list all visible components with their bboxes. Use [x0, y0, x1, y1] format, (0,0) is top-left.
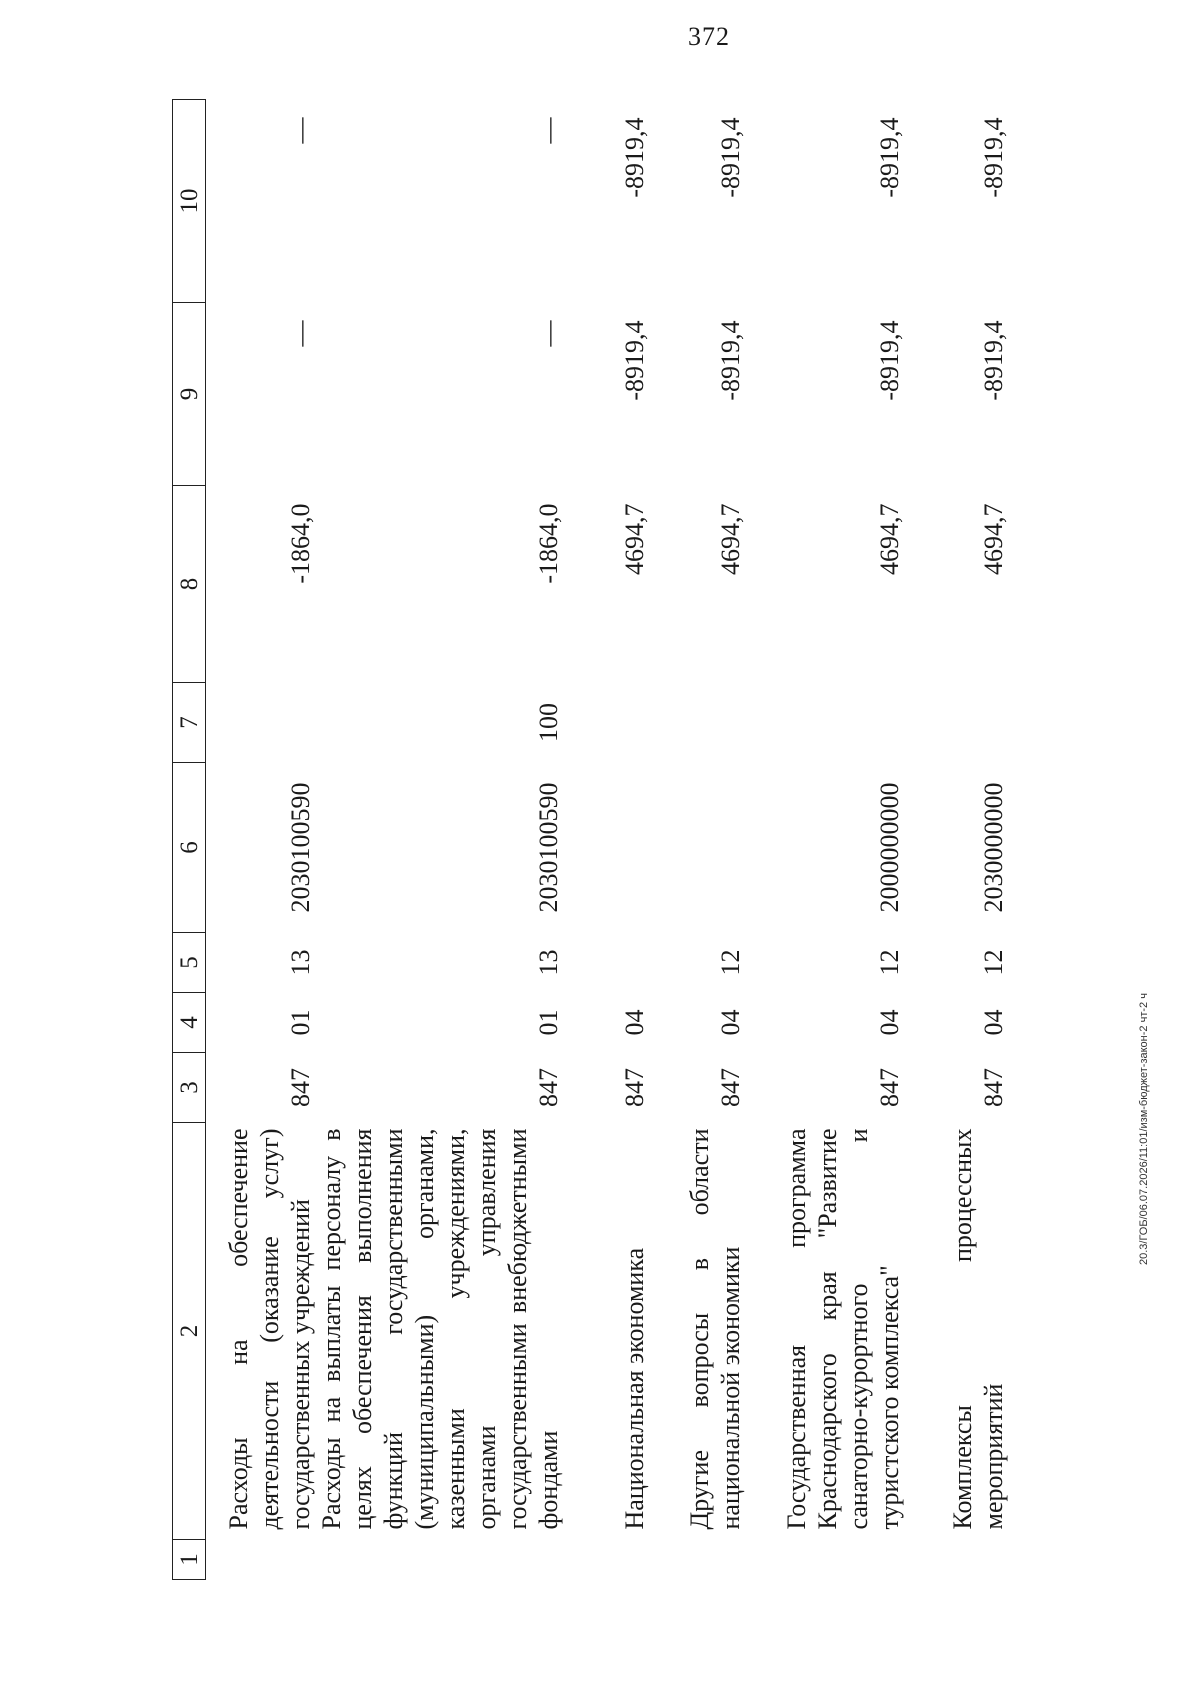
column-header: 3 — [173, 1053, 206, 1123]
cell-amount: -8919,4 — [979, 320, 1008, 401]
budget-table-rotated — [172, 100, 1008, 1580]
cell-amount: -8919,4 — [875, 320, 904, 401]
cell-index — [905, 1540, 1009, 1580]
cell-code: 847 — [534, 1068, 563, 1107]
column-header: 7 — [173, 683, 206, 763]
cell-target-article: 2030100590 — [286, 782, 315, 913]
cell-target-article — [564, 763, 650, 933]
cell-amount: -8919,4 — [875, 117, 904, 198]
table-row — [746, 100, 905, 1580]
column-header: 9 — [173, 303, 206, 486]
column-header: 10 — [173, 100, 206, 303]
cell-description: Другие вопросы в области национальной экономики — [685, 1128, 745, 1530]
cell-amount: 4694,7 — [979, 503, 1008, 575]
cell-target-article — [650, 763, 746, 933]
cell-target-article: 2000000000 — [875, 782, 904, 913]
cell-description: Государственная программа Краснодарского края "Развитие санаторно-курортного и туристского комплекса" — [782, 1128, 904, 1530]
cell-section: 04 — [875, 1009, 904, 1036]
page-number: 372 — [688, 22, 730, 51]
cell-description: Расходы на выплаты персоналу в целях обеспечения выполнения функций государственными (муниципальными) органами, казенными учреждениями, органами управления государственными внебюджетными фондами — [317, 1128, 563, 1530]
cell-description: Комплексы процессных мероприятий — [948, 1128, 1008, 1530]
cell-section: 04 — [979, 1009, 1008, 1036]
table-row — [206, 100, 317, 1580]
column-header: 4 — [173, 993, 206, 1053]
cell-subsection: 12 — [716, 949, 745, 976]
cell-subsection: 12 — [875, 949, 904, 976]
cell-amount: -8919,4 — [979, 117, 1008, 198]
cell-code: 847 — [875, 1068, 904, 1107]
table-row — [564, 100, 650, 1580]
cell-amount: — — [534, 320, 563, 347]
cell-expense-type — [564, 683, 650, 763]
cell-amount: -1864,0 — [534, 503, 563, 584]
cell-index — [564, 1540, 650, 1580]
column-header: 2 — [173, 1123, 206, 1540]
cell-subsection: 13 — [534, 949, 563, 976]
column-header: 1 — [173, 1540, 206, 1580]
cell-amount: 4694,7 — [620, 503, 649, 575]
cell-index — [316, 1540, 564, 1580]
cell-amount: 4694,7 — [716, 503, 745, 575]
cell-index — [746, 1540, 905, 1580]
cell-code: 847 — [286, 1068, 315, 1107]
table-row — [316, 100, 564, 1580]
cell-amount: — — [286, 320, 315, 347]
cell-expense-type — [650, 683, 746, 763]
cell-subsection: 12 — [979, 949, 1008, 976]
cell-target-article: 2030000000 — [979, 782, 1008, 913]
cell-amount: -8919,4 — [620, 320, 649, 401]
budget-table — [172, 99, 1009, 1580]
cell-section: 04 — [716, 1009, 745, 1036]
cell-amount: -8919,4 — [716, 117, 745, 198]
cell-section: 04 — [620, 1009, 649, 1036]
column-header: 8 — [173, 486, 206, 683]
table-row — [905, 100, 1009, 1580]
cell-index — [650, 1540, 746, 1580]
table-header-row — [173, 100, 206, 1580]
table-row — [650, 100, 746, 1580]
cell-expense-type — [206, 683, 317, 763]
column-header: 6 — [173, 763, 206, 933]
cell-amount: -8919,4 — [620, 117, 649, 198]
cell-description: Расходы на обеспечение деятельности (оказание услуг) государственных учреждений — [224, 1128, 315, 1530]
column-header: 5 — [173, 933, 206, 993]
cell-code: 847 — [620, 1068, 649, 1107]
cell-code: 847 — [716, 1068, 745, 1107]
cell-amount: -1864,0 — [286, 503, 315, 584]
cell-index — [206, 1540, 317, 1580]
cell-expense-type: 100 — [534, 703, 563, 742]
cell-description: Национальная экономика — [620, 1247, 649, 1530]
cell-section: 01 — [534, 1009, 563, 1036]
cell-amount: — — [286, 117, 315, 144]
cell-section: 01 — [286, 1009, 315, 1036]
document-footer-note: 20.3/ГОБ/06.07.2026/11:01/изм-бюджет-закон-2 чт-2 ч — [1138, 993, 1150, 1265]
cell-expense-type — [746, 683, 905, 763]
cell-amount: -8919,4 — [716, 320, 745, 401]
cell-amount: — — [534, 117, 563, 144]
cell-subsection: 13 — [286, 949, 315, 976]
cell-subsection — [564, 933, 650, 993]
cell-expense-type — [905, 683, 1009, 763]
cell-target-article: 2030100590 — [534, 782, 563, 913]
cell-amount: 4694,7 — [875, 503, 904, 575]
cell-code: 847 — [979, 1068, 1008, 1107]
